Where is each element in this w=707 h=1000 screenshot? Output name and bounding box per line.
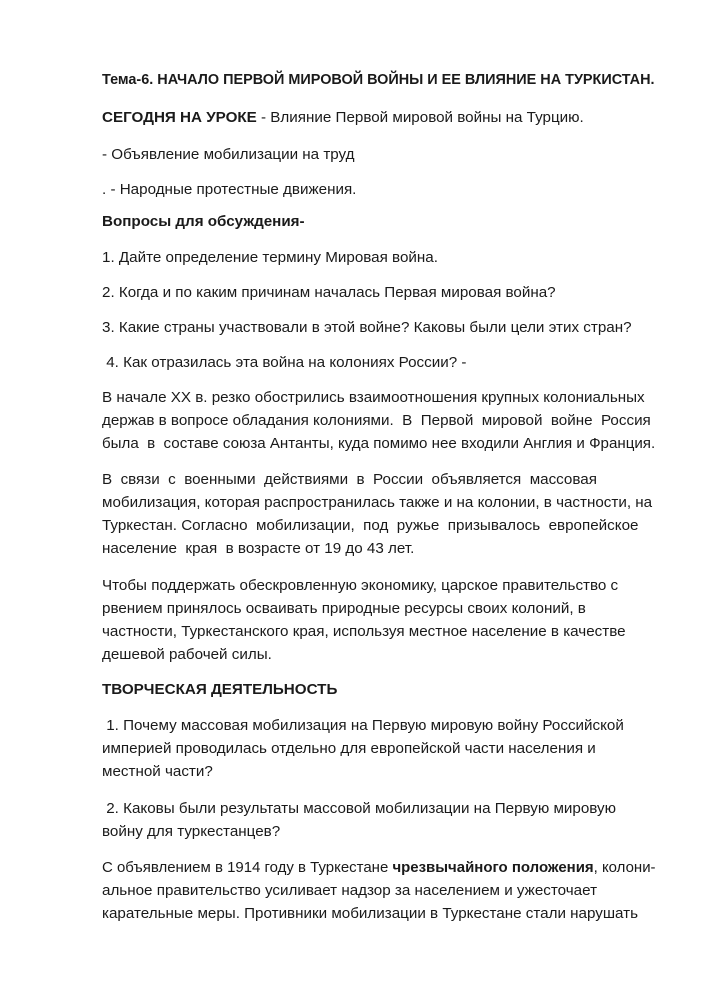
paragraph-line: дешевой рабочей силы. — [102, 646, 272, 663]
question-item: 4. Как отразилась эта война на колониях России? - — [102, 354, 467, 371]
today-label: СЕГОДНЯ НА УРОКЕ — [102, 109, 257, 126]
paragraph-line: В связи с военными действиями в России объявляется массовая — [102, 471, 597, 488]
paragraph-line: население края в возрасте от 19 до 43 лет. — [102, 540, 415, 557]
paragraph-line: Туркестан. Согласно мобилизации, под ружье призывалось европейское — [102, 517, 639, 534]
paragraph-line: Чтобы поддержать обескровленную экономику, царское правительство с — [102, 577, 619, 594]
paragraph-line: была в составе союза Антанты, куда помимо нее входили Англия и Франция. — [102, 435, 656, 452]
paragraph-text: , колони- — [593, 859, 656, 876]
document-title: Тема-6. НАЧАЛО ПЕРВОЙ МИРОВОЙ ВОЙНЫ И ЕЕ ВЛИЯНИЕ НА ТУРКИСТАН. — [102, 71, 655, 88]
today-line — [102, 106, 584, 130]
emphasis-text: чрезвычайного положения — [392, 859, 594, 876]
paragraph-line: частности, Туркестанского края, используя местное население в качестве — [102, 623, 626, 640]
creative-question-line: 2. Каковы были результаты массовой мобилизации на Первую мировую — [102, 800, 617, 817]
paragraph-text: С объявлением в 1914 году в Туркестане — [102, 859, 393, 876]
paragraph-line: рвением принялось осваивать природные ресурсы своих колоний, в — [102, 600, 586, 617]
creative-heading: ТВОРЧЕСКАЯ ДЕЯТЕЛЬНОСТЬ — [102, 681, 338, 698]
creative-question-line: империей проводилась отдельно для европейской части населения и — [102, 740, 596, 757]
creative-question-line: войну для туркестанцев? — [102, 823, 281, 840]
paragraph-line: В начале XX в. резко обострились взаимоотношения крупных колониальных — [102, 389, 645, 406]
questions-heading: Вопросы для обсуждения- — [102, 213, 305, 230]
question-item: 2. Когда и по каким причинам началась Первая мировая война? — [102, 284, 556, 301]
creative-question-line: местной части? — [102, 763, 213, 780]
paragraph-line — [102, 856, 656, 880]
creative-question-line: 1. Почему массовая мобилизация на Первую мировую войну Российской — [102, 717, 624, 734]
plan-item: - Объявление мобилизации на труд — [102, 146, 355, 163]
paragraph-line: держав в вопросе обладания колониями. В Первой мировой войне Россия — [102, 412, 651, 429]
today-text: - Влияние Первой мировой войны на Турцию. — [256, 109, 584, 126]
paragraph-line: карательные меры. Противники мобилизации в Туркестане стали нарушать — [102, 905, 639, 922]
paragraph-line: мобилизация, которая распространилась также и на колонии, в частности, на — [102, 494, 653, 511]
plan-item: . - Народные протестные движения. — [102, 181, 357, 198]
paragraph-line: альное правительство усиливает надзор за населением и ужесточает — [102, 882, 598, 899]
question-item: 1. Дайте определение термину Мировая война. — [102, 249, 438, 266]
question-item: 3. Какие страны участвовали в этой войне? Каковы были цели этих стран? — [102, 319, 632, 336]
